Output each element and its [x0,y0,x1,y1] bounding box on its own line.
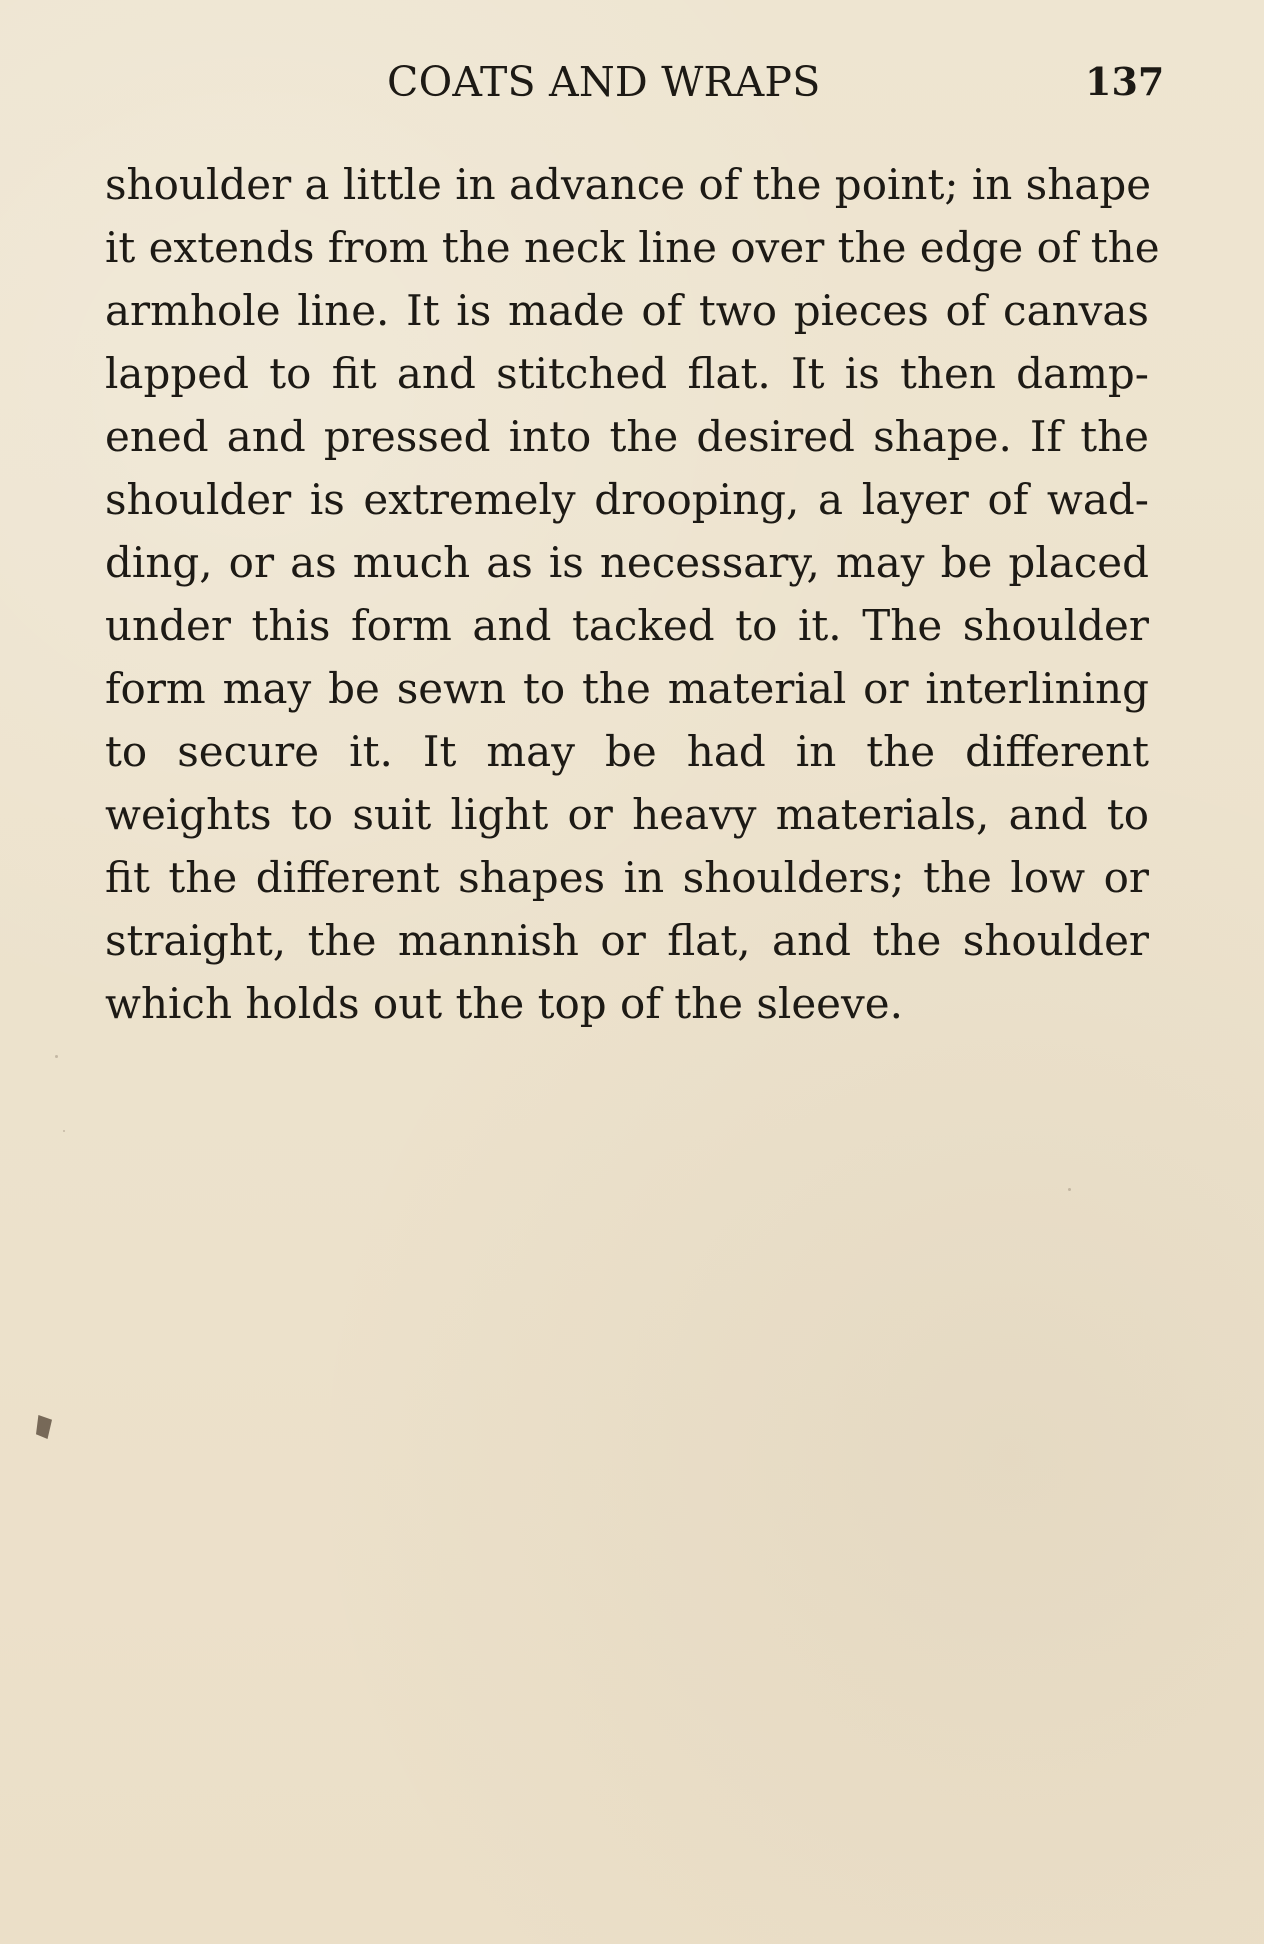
text-line: it extends from the neck line over the edge of the [105,223,1160,272]
running-head [0,56,1264,116]
chapter-title: COATS AND WRAPS [387,58,821,106]
text-line: weights to suit light or heavy materials, and to [105,790,1149,839]
text-line: under this form and tacked to it. The shoulder [105,601,1149,650]
paper-speck [1068,1188,1071,1191]
text-line: straight, the mannish or flat, and the shoulder [105,916,1149,965]
text-line: fit the different shapes in shoulders; the low or [105,853,1149,902]
text-line: shoulder is extremely drooping, a layer of wad- [105,475,1149,524]
text-line: form may be sewn to the material or interlining [105,664,1149,713]
text-line: shoulder a little in advance of the point; in shape [105,160,1152,209]
paper-mark [36,1415,52,1439]
show-through-texture [100,1035,1180,1795]
paper-speck [55,1055,58,1058]
text-line: lapped to fit and stitched flat. It is then damp- [105,349,1149,398]
text-line: armhole line. It is made of two pieces of canvas [105,286,1149,335]
text-line: which holds out the top of the sleeve. [105,979,903,1028]
paper-speck [63,1130,65,1132]
text-line: ding, or as much as is necessary, may be placed [105,538,1149,587]
main-text-block [105,153,1160,1035]
page-number: 137 [1085,59,1165,104]
text-line: ened and pressed into the desired shape. If the [105,412,1149,461]
text-line: to secure it. It may be had in the different [105,727,1149,776]
